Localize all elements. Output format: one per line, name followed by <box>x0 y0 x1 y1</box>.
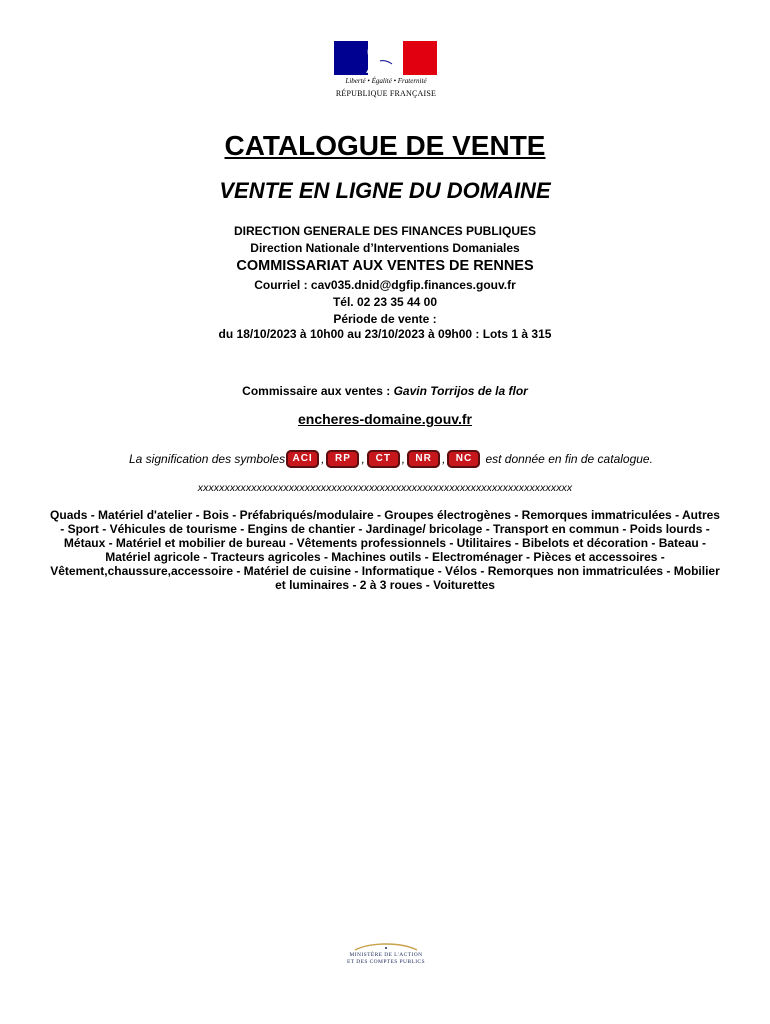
separator-line: xxxxxxxxxxxxxxxxxxxxxxxxxxxxxxxxxxxxxxxxxxxxxxxxxxxxxxxxxxxxxxxxxxxxxx <box>197 482 573 494</box>
email-line: Courriel : cav035.dnid@dgfip.finances.gouv.fr <box>254 278 516 292</box>
commissariat-heading: COMMISSARIAT AUX VENTES DE RENNES <box>236 258 534 274</box>
website-link[interactable]: encheres-domaine.gouv.fr <box>297 411 472 427</box>
page-title: CATALOGUE DE VENTE <box>224 130 546 161</box>
badge-aci: ACI <box>286 450 319 468</box>
badge-ct: CT <box>367 450 400 468</box>
dnid-heading: Direction Nationale d’Interventions Domaniales <box>250 241 520 255</box>
auctioneer-label: Commissaire aux ventes : <box>242 384 394 398</box>
dgfip-heading: DIRECTION GENERALE DES FINANCES PUBLIQUES <box>233 224 537 238</box>
badge-rp: RP <box>326 450 359 468</box>
ministry-line-1: MINISTÈRE DE L'ACTION <box>349 952 423 958</box>
republic-motto: Liberté • Égalité • Fraternité <box>345 77 427 85</box>
phone-line: Tél. 02 23 35 44 00 <box>332 295 438 309</box>
sale-period-label: Période de vente : <box>333 312 437 326</box>
badge-nr: NR <box>407 450 440 468</box>
symbols-legend: La signification des symboles ACI , RP , CT , NR , NC est donnée en fin de catalogue. <box>129 452 653 466</box>
ministry-logo <box>336 940 436 970</box>
ministry-arc-icon <box>351 940 421 952</box>
categories-list: Quads - Matériel d'atelier - Bois - Préfabriqués/modulaire - Groupes électrogènes - Remorques immatriculées - Autres - Sport - Véhicules de tourisme - Engins de chantier - Jardinage/ bricolage - Transport en commun - Poids lourds - Métaux - Matériel et mobilier de bureau - Vêtements professionnels - Utilitaires - Bibelots et décoration - Bateau - Matériel agricole - Tracteurs agricoles - Machines outils - Electroménager - Pièces et accessoires - Vêtement,chaussure,accessoire - Matériel de cuisine - Informatique - Vélos - Remorques non immatriculées - Mobilier et luminaires - 2 à 3 roues - Voiturettes <box>50 508 720 592</box>
auctioneer-name: Gavin Torrijos de la flor <box>393 384 528 398</box>
badge-nc: NC <box>447 450 480 468</box>
french-flag-icon <box>334 41 437 75</box>
ministry-line-2: ET DES COMPTES PUBLICS <box>347 959 425 965</box>
page-subtitle: VENTE EN LIGNE DU DOMAINE <box>219 178 551 203</box>
auctioneer-line <box>0 384 770 398</box>
symbols-prefix: La signification des symboles <box>129 452 286 466</box>
republic-name: RÉPUBLIQUE FRANÇAISE <box>335 89 437 98</box>
symbols-suffix: est donnée en fin de catalogue. <box>485 452 653 466</box>
marianne-logo <box>326 38 446 104</box>
sale-period: du 18/10/2023 à 10h00 au 23/10/2023 à 09h00 : Lots 1 à 315 <box>218 327 552 341</box>
